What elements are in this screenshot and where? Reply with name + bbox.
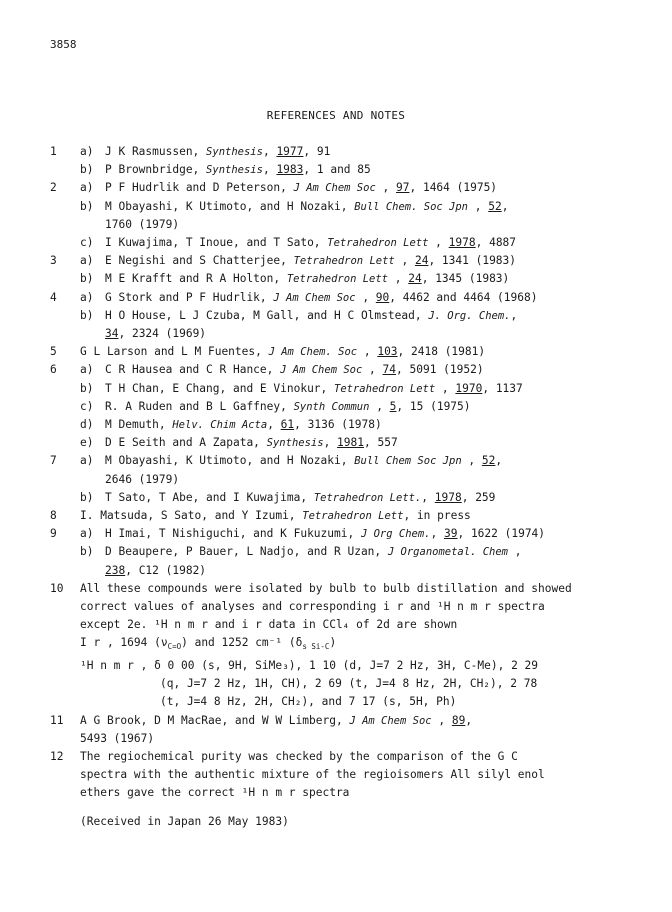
ref-4b-cont: 34, 2324 (1969) <box>105 327 207 341</box>
ref-12-line3: ethers gave the correct ¹H n m r spectra <box>80 786 350 800</box>
ref-6d: d) M Demuth, Helv. Chim Acta, 61, 3136 (1978) <box>80 418 382 432</box>
ref-12-line2: spectra with the authentic mixture of the regioisomers All silyl enol <box>80 768 545 782</box>
ref-5: 5 G L Larson and L M Fuentes, J Am Chem. Soc , 103, 2418 (1981) <box>50 345 486 359</box>
ref-11-cont: 5493 (1967) <box>80 731 155 745</box>
ref-10-line2: correct values of analyses and corresponding i r and ¹H n m r spectra <box>80 600 545 614</box>
ref-2b: b) M Obayashi, K Utimoto, and H Nozaki, Bull Chem. Soc Jpn , 52, <box>80 199 509 213</box>
ref-6e: e) D E Seith and A Zapata, Synthesis, 1981, 557 <box>80 436 398 450</box>
ref-6a: 6 a) C R Hausea and C R Hance, J Am Chem Soc , 74, 5091 (1952) <box>50 363 484 377</box>
ref-9b: b) D Beaupere, P Bauer, L Nadjo, and R Uzan, J Organometal. Chem , <box>80 545 522 559</box>
ref-12: 12 The regiochemical purity was checked by the comparison of the G C <box>50 749 518 763</box>
ref-2a: 2 a) P F Hudrlik and D Peterson, J Am Chem Soc , 97, 1464 (1975) <box>50 181 498 195</box>
ref-6c: c) R. A Ruden and B L Gaffney, Synth Commun , 5, 15 (1975) <box>80 399 471 413</box>
ref-3a: 3 a) E Negishi and S Chatterjee, Tetrahedron Lett , 24, 1341 (1983) <box>50 254 517 268</box>
ref-2b-cont: 1760 (1979) <box>105 217 180 231</box>
ref-10: 10 All these compounds were isolated by bulb to bulb distillation and showed <box>50 581 572 595</box>
ref-7b: b) T Sato, T Abe, and I Kuwajima, Tetrahedron Lett., 1978, 259 <box>80 490 496 504</box>
received-date: (Received in Japan 26 May 1983) <box>80 814 289 828</box>
ref-11: 11 A G Brook, D M MacRae, and W W Limberg, J Am Chem Soc , 89, <box>50 713 473 727</box>
ref-10-line5: ¹H n m r , δ 0 00 (s, 9H, SiMe₃), 1 10 (d, J=7 2 Hz, 3H, C-Me), 2 29 <box>80 658 539 672</box>
ref-6b: b) T H Chan, E Chang, and E Vinokur, Tetrahedron Lett , 1970, 1137 <box>80 381 523 395</box>
ref-7a: 7 a) M Obayashi, K Utimoto, and H Nozaki, Bull Chem Soc Jpn , 52, <box>50 454 503 468</box>
ref-9a: 9 a) H Imai, T Nishiguchi, and K Fukuzumi, J Org Chem., 39, 1622 (1974) <box>50 527 546 541</box>
ref-2c: c) I Kuwajima, T Inoue, and T Sato, Tetrahedron Lett , 1978, 4887 <box>80 236 517 250</box>
ref-4a: 4 a) G Stork and P F Hudrlik, J Am Chem Soc , 90, 4462 and 4464 (1968) <box>50 290 538 304</box>
ref-8: 8 I. Matsuda, S Sato, and Y Izumi, Tetrahedron Lett, in press <box>50 509 471 523</box>
ref-1b: b) P Brownbridge, Synthesis, 1983, 1 and 85 <box>80 163 371 177</box>
references-list <box>50 143 650 831</box>
ref-7a-cont: 2646 (1979) <box>105 472 180 486</box>
ref-10-line6: (q, J=7 2 Hz, 1H, CH), 2 69 (t, J=4 8 Hz, 2H, CH₂), 2 78 <box>160 677 538 691</box>
ref-3b: b) M E Krafft and R A Holton, Tetrahedron Lett , 24, 1345 (1983) <box>80 272 510 286</box>
ref-10-line7: (t, J=4 8 Hz, 2H, CH₂), and 7 17 (s, 5H, Ph) <box>160 695 457 709</box>
page-heading: REFERENCES AND NOTES <box>266 109 406 122</box>
ref-10-line4: I r , 1694 $(\nu_{C=O})$ and 1252 cm⁻¹ $(\delta_{s Si-C})$ <box>80 636 337 652</box>
page-number: 3858 <box>50 38 77 51</box>
ref-10-line3: except 2e. ¹H n m r and i r data in CCl₄ of 2d are shown <box>80 618 458 632</box>
ref-4b: b) H O House, L J Czuba, M Gall, and H C Olmstead, J. Org. Chem., <box>80 308 518 322</box>
ref-9b-cont: 238, C12 (1982) <box>105 563 207 577</box>
ref-1a: 1 a) J K Rasmussen, Synthesis, 1977, 91 <box>50 145 331 158</box>
